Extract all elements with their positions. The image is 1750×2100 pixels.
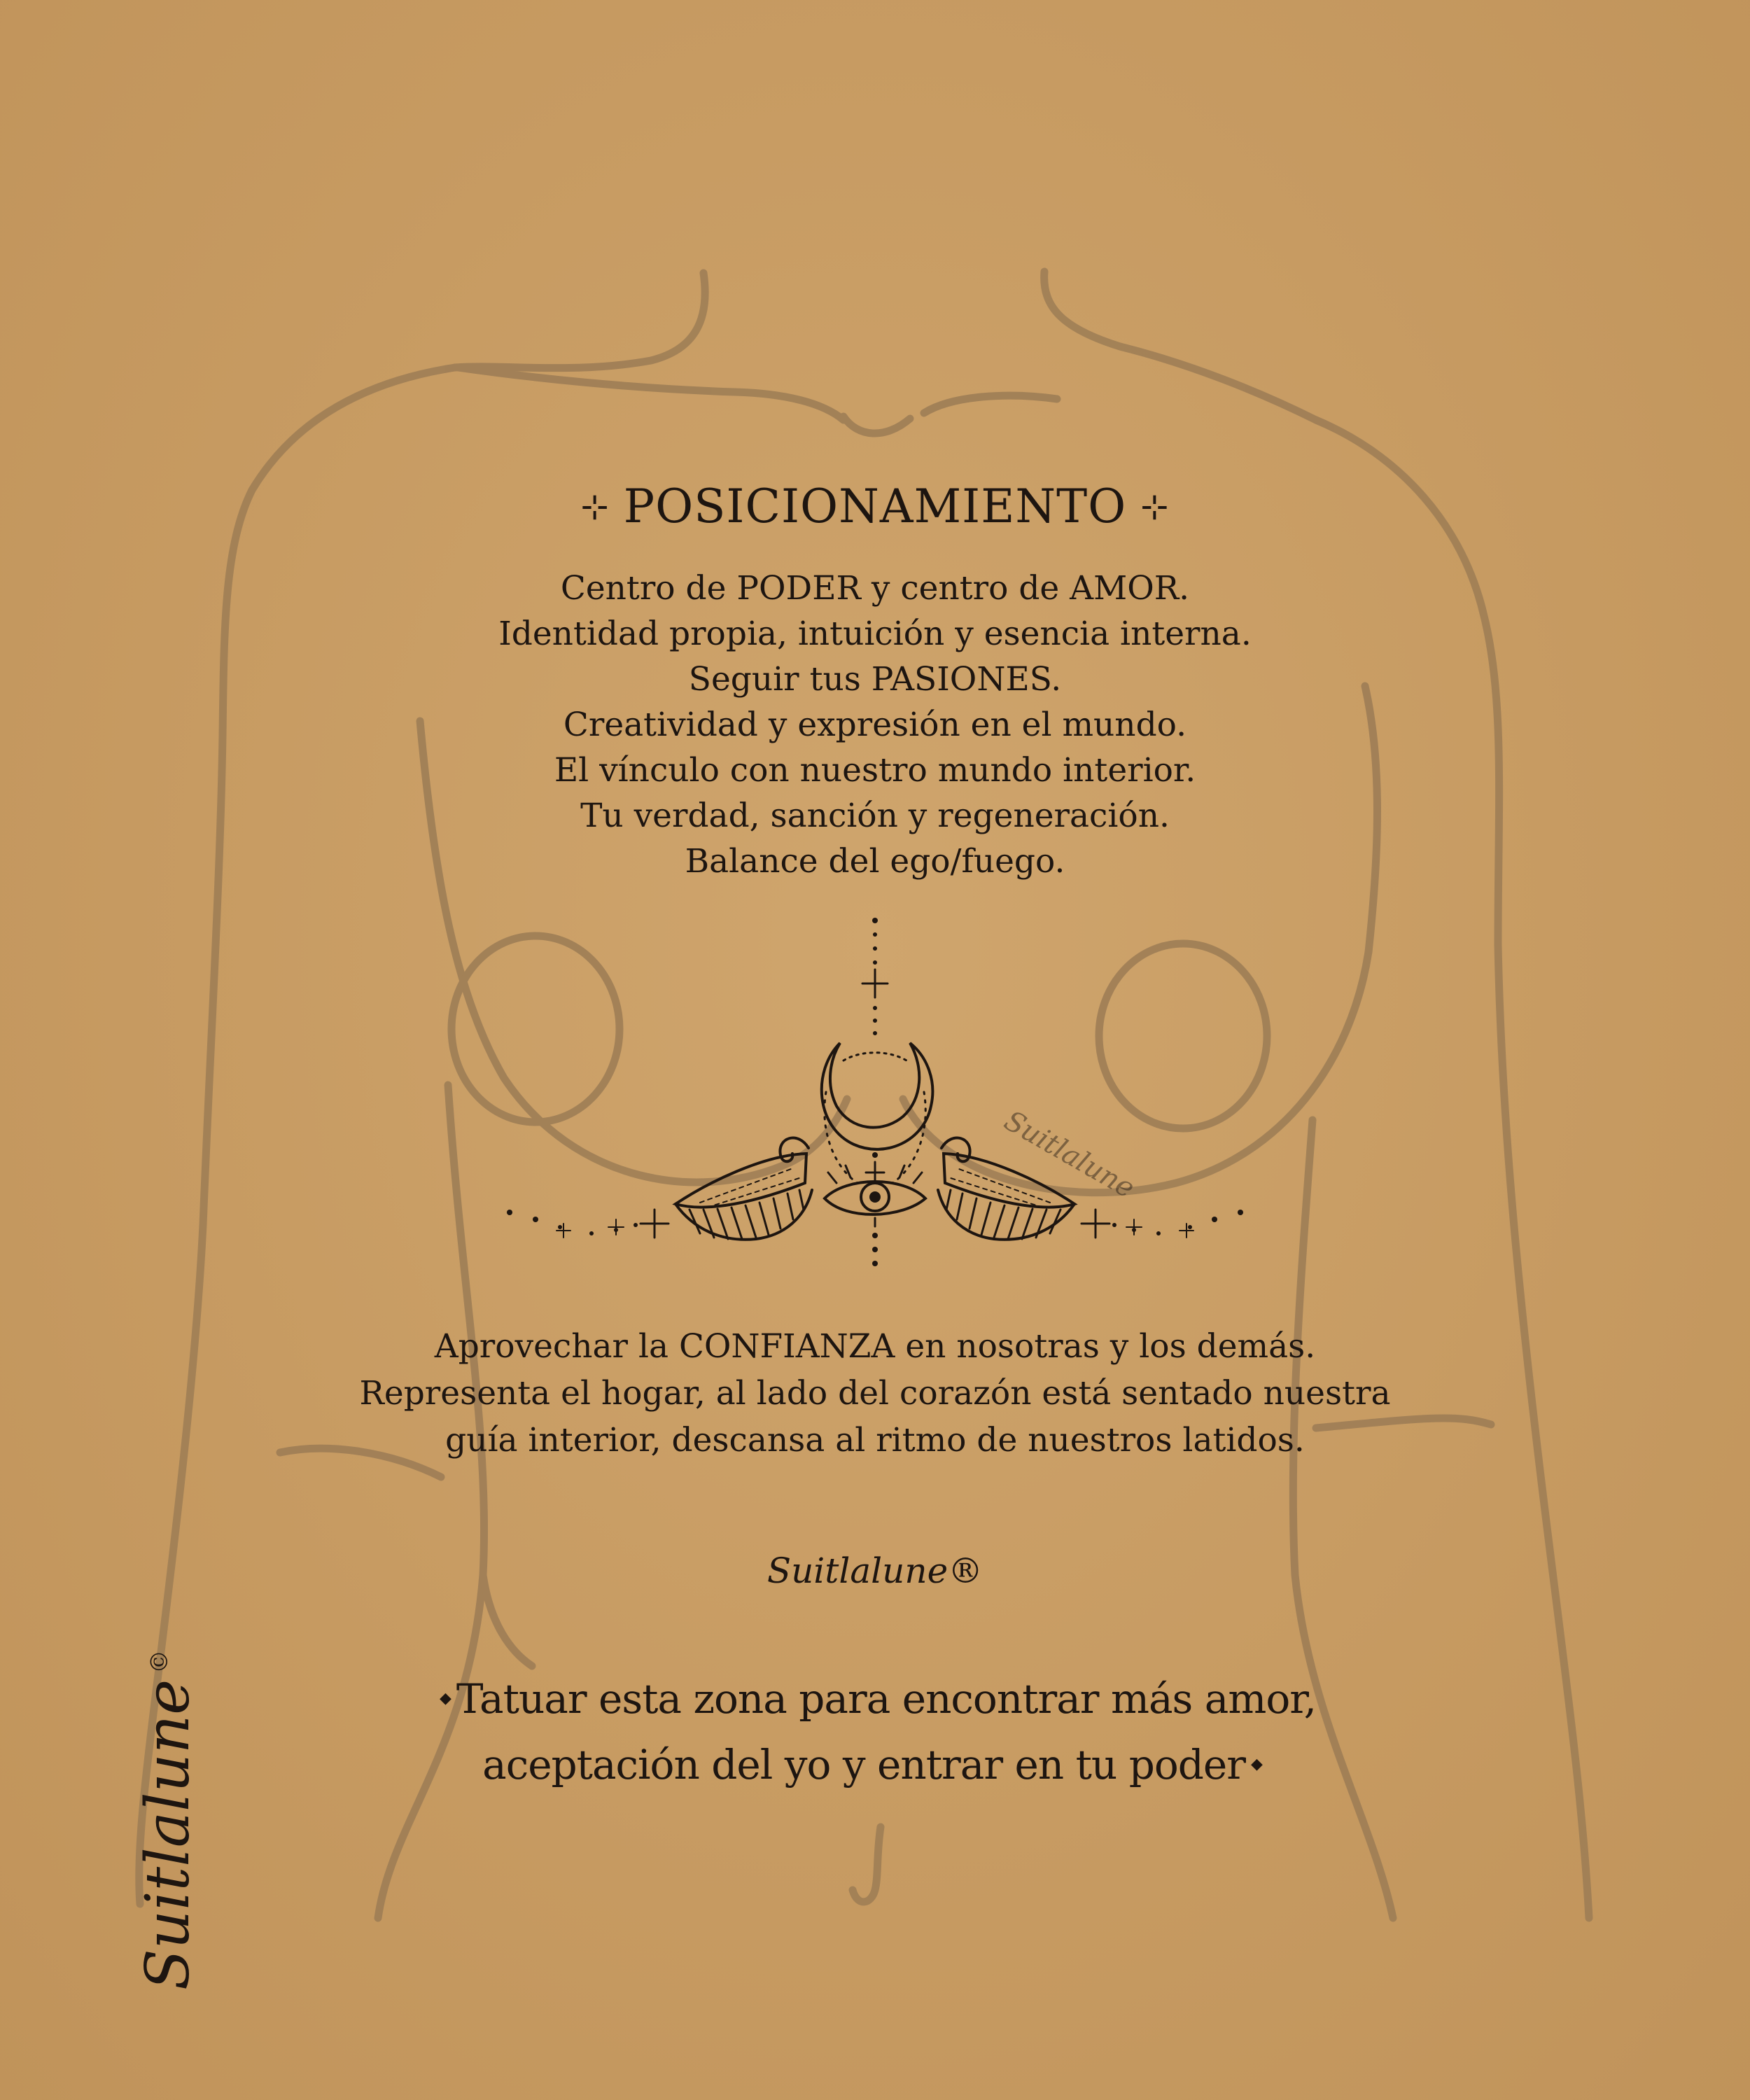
title-text: POSICIONAMIENTO bbox=[623, 479, 1127, 533]
left-dotted-string bbox=[507, 1210, 638, 1236]
left-small-sparkle-2 bbox=[608, 1219, 624, 1235]
title-right-sparkle-icon: ⊹ bbox=[1140, 487, 1170, 526]
right-sparkle bbox=[1082, 1210, 1110, 1238]
moon-bottom-sparkle bbox=[866, 1162, 884, 1183]
left-sparkle bbox=[640, 1210, 668, 1238]
moon-inner-dotted-arc bbox=[844, 1053, 906, 1060]
bottom-dots bbox=[872, 1233, 878, 1266]
crescent-moon bbox=[822, 1043, 933, 1149]
intro-line: El vínculo con nuestro mundo interior. bbox=[554, 751, 1196, 790]
intro-line: Tu verdad, sanción y regeneración. bbox=[580, 797, 1170, 835]
quote-line-2: aceptación del yo y entrar en tu poder ◆ bbox=[0, 1732, 1750, 1798]
title-left-sparkle-icon: ⊹ bbox=[580, 487, 610, 526]
left-wing bbox=[676, 1138, 812, 1240]
artist-signature: Suitlalune© bbox=[133, 1649, 203, 1991]
page-title bbox=[0, 479, 1750, 533]
diamond-icon: ◆ bbox=[439, 1690, 451, 1707]
meaning-line: Representa el hogar, al lado del corazón está sentado nuestra bbox=[359, 1374, 1391, 1413]
eye-pupil bbox=[869, 1191, 881, 1203]
intro-line: Centro de PODER y centro de AMOR. bbox=[560, 569, 1190, 608]
meaning-line: Aprovechar la CONFIANZA en nosotras y los demás. bbox=[434, 1327, 1316, 1366]
ornament-watermark: Suitlalune bbox=[998, 1104, 1140, 1205]
right-dotted-string bbox=[1112, 1210, 1243, 1236]
copyright-icon: © bbox=[146, 1649, 174, 1674]
right-dotted-drop bbox=[892, 1092, 925, 1183]
moon-bottom-dot bbox=[872, 1152, 878, 1158]
quote-line-1: ◆ Tatuar esta zona para encontrar más amor, bbox=[0, 1666, 1750, 1732]
meaning-line: guía interior, descansa al ritmo de nuestros latidos. bbox=[445, 1421, 1305, 1460]
intro-line: Balance del ego/fuego. bbox=[685, 842, 1065, 881]
brand-name: Suitlalune® bbox=[766, 1550, 983, 1591]
meaning-text-block bbox=[0, 1323, 1750, 1464]
diamond-icon: ◆ bbox=[1250, 1756, 1262, 1773]
intro-line: Identidad propia, intuición y esencia interna. bbox=[498, 615, 1252, 653]
right-small-sparkle-2 bbox=[1126, 1219, 1142, 1235]
intro-line: Creatividad y expresión en el mundo. bbox=[563, 706, 1187, 744]
top-sparkle bbox=[862, 969, 888, 997]
intro-text-block bbox=[0, 566, 1750, 884]
closing-quote bbox=[0, 1666, 1750, 1798]
intro-line: Seguir tus PASIONES. bbox=[688, 660, 1062, 699]
